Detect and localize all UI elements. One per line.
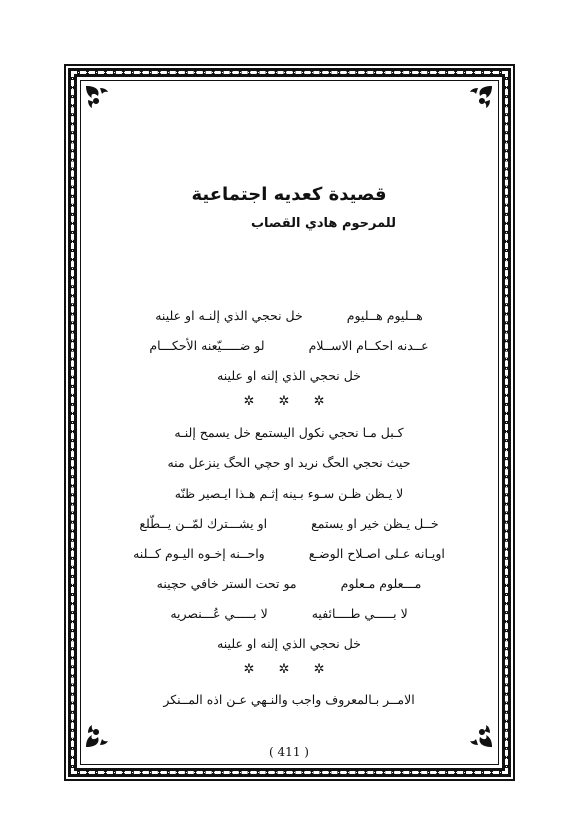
refrain-line: خل نحجي الذي إلنه او علينه xyxy=(217,636,361,651)
hemistich-left: واحــنه إخـوه اليـوم كــلنه xyxy=(133,546,265,561)
page-number: ( 411 ) xyxy=(269,745,309,759)
hemistich-right: عــدنه احكــام الاســلام xyxy=(308,338,429,353)
hemistich-left: لا بـــــي عُـــنصريه xyxy=(170,606,268,621)
hemistich-left: لو ضـــــيّعنه الأحكـــام xyxy=(149,338,265,353)
hemistich-right: لا بـــــي طــــائفيه xyxy=(311,606,408,621)
hemistich-right: خــل يـظن خير او يستمع xyxy=(311,516,439,531)
hemistich-right: هــليوم هــليوم xyxy=(346,308,423,323)
corner-ornament-icon xyxy=(464,84,494,114)
verse-line xyxy=(96,576,482,591)
verse-line xyxy=(96,606,482,621)
verse-line: لا يـظن ظـن سـوء بـينه إثـم هـذا ايـصير ظنّه xyxy=(174,486,404,501)
verse-line xyxy=(96,338,482,353)
verse-line xyxy=(96,516,482,531)
hemistich-left: مو تحت الستر خافي حچينه xyxy=(156,576,297,591)
verse-line: حيث نحجي الحگ نريد او حچي الحگ ينزعل منه xyxy=(167,455,411,470)
star-separator: ✲ ✲ ✲ xyxy=(243,394,335,409)
hemistich-right: اويـانه عـلى اصـلاح الوضـع xyxy=(308,546,445,561)
poem-title: قصيدة كعديه اجتماعية xyxy=(191,184,387,205)
hemistich-right: مـــعلوم مـعلوم xyxy=(340,576,422,591)
poem-author: للمرحوم هادي القصاب xyxy=(250,216,396,231)
hemistich-left: خل نحجي الذي إلنـه او علينه xyxy=(155,308,303,323)
verse-line: الامــر بـالمعروف واجب والنـهي عـن اذه المــنكر xyxy=(163,692,415,707)
verse-line xyxy=(96,546,482,561)
verse-line xyxy=(96,308,482,323)
refrain-line: خل نحجي الذي إلنه او علينه xyxy=(217,368,361,383)
corner-ornament-icon xyxy=(84,84,114,114)
hemistich-left: او يشـــترك لمّــن يــطّلع xyxy=(139,516,268,531)
star-separator: ✲ ✲ ✲ xyxy=(243,662,335,677)
verse-line: كـبل مـا نحجي نكول اليستمع خل يسمح إلنـه xyxy=(174,425,404,440)
